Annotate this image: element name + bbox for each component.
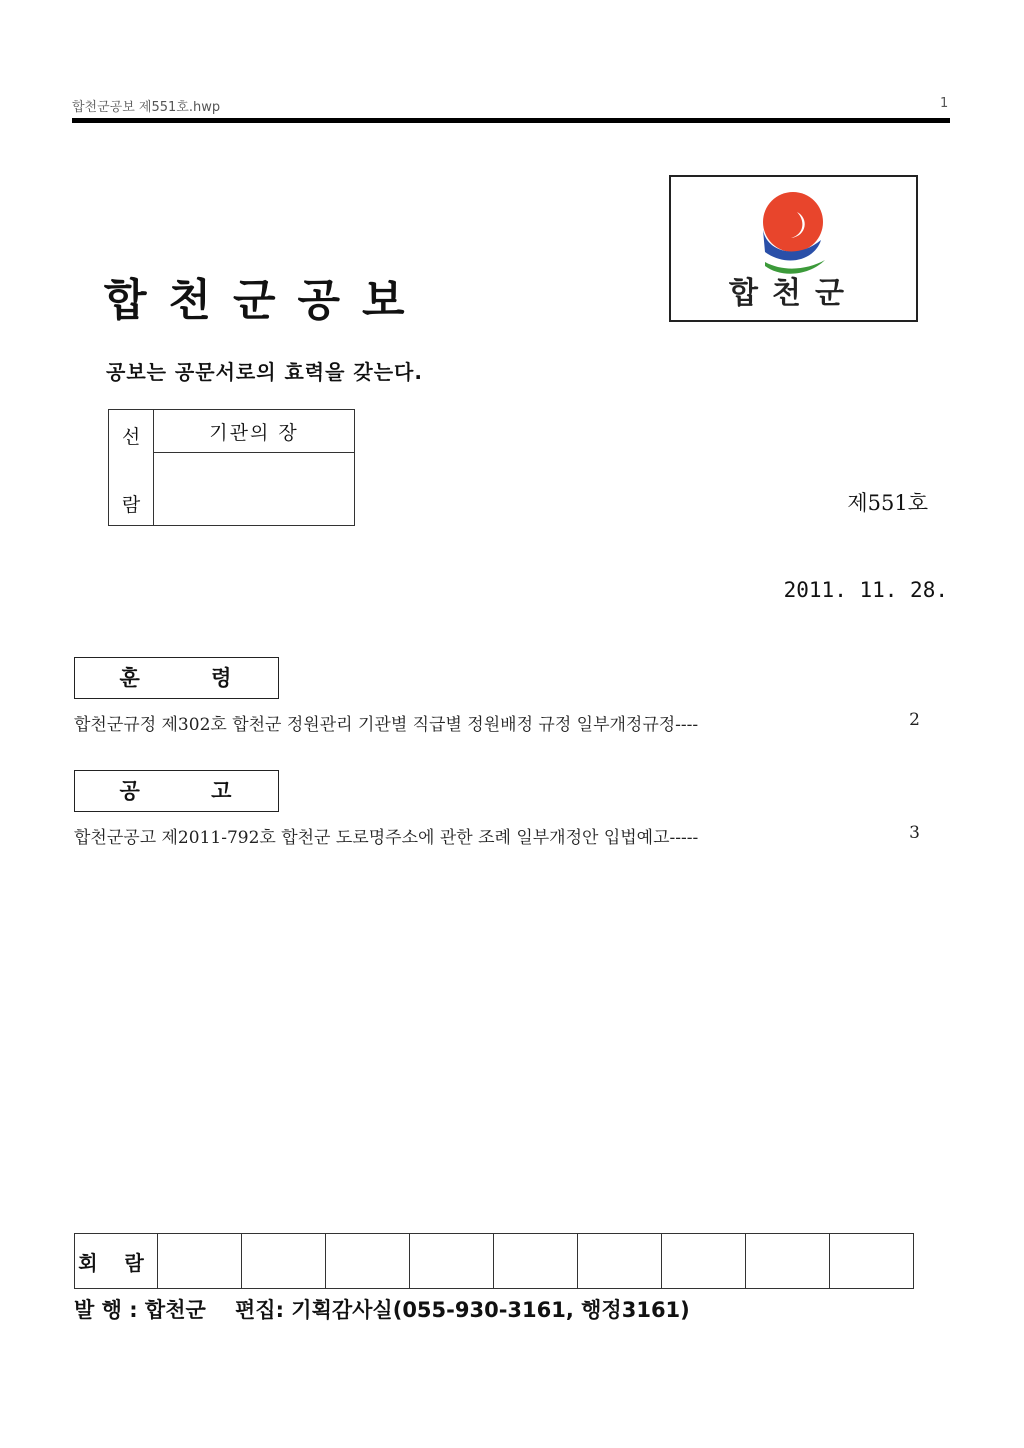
routing-cell: [326, 1234, 410, 1289]
routing-strip: [74, 1233, 914, 1289]
toc-entry[interactable]: 합천군공고 제2011-792호 합천군 도로명주소에 관한 조례 일부개정안 입법예고-----: [74, 828, 699, 848]
page-title: 합천군공보: [104, 275, 427, 326]
toc-entry-page: 3: [909, 823, 920, 843]
publisher-footer: 발 행 : 합천군 편집: 기획감사실(055-930-3161, 행정3161): [74, 1298, 690, 1322]
routing-cell: [410, 1234, 494, 1289]
routing-label: 회 람: [75, 1234, 158, 1289]
toc-entry[interactable]: 합천군규정 제302호 합천군 정원관리 기관별 직급별 정원배정 규정 일부개정규정----: [74, 715, 699, 735]
county-emblem-icon: [757, 190, 831, 278]
issue-number: 제551호: [847, 491, 928, 515]
routing-cell: [242, 1234, 326, 1289]
section-heading-directive: 훈 령: [74, 657, 279, 699]
page-number: 1: [940, 96, 949, 111]
logo-text: 합천군: [729, 276, 858, 311]
page-subtitle: 공보는 공문서로의 효력을 갖는다.: [106, 360, 423, 384]
header-rule: [72, 118, 950, 123]
circulation-table: [108, 409, 355, 526]
document-filename: 합천군공보 제551호.hwp: [72, 100, 221, 115]
circulation-side-top: 선: [121, 426, 141, 448]
routing-cell: [158, 1234, 242, 1289]
circulation-side-bottom: 람: [121, 494, 141, 516]
routing-cell: [830, 1234, 914, 1289]
routing-cell: [578, 1234, 662, 1289]
issue-date: 2011. 11. 28.: [783, 578, 948, 602]
toc-entry-page: 2: [909, 710, 920, 730]
circulation-header: 기관의 장: [154, 410, 355, 453]
routing-cell: [662, 1234, 746, 1289]
routing-cell: [746, 1234, 830, 1289]
circulation-sign-cell: [154, 453, 355, 526]
routing-cell: [494, 1234, 578, 1289]
section-heading-notice: 공 고: [74, 770, 279, 812]
circulation-side-cell: [109, 410, 154, 526]
